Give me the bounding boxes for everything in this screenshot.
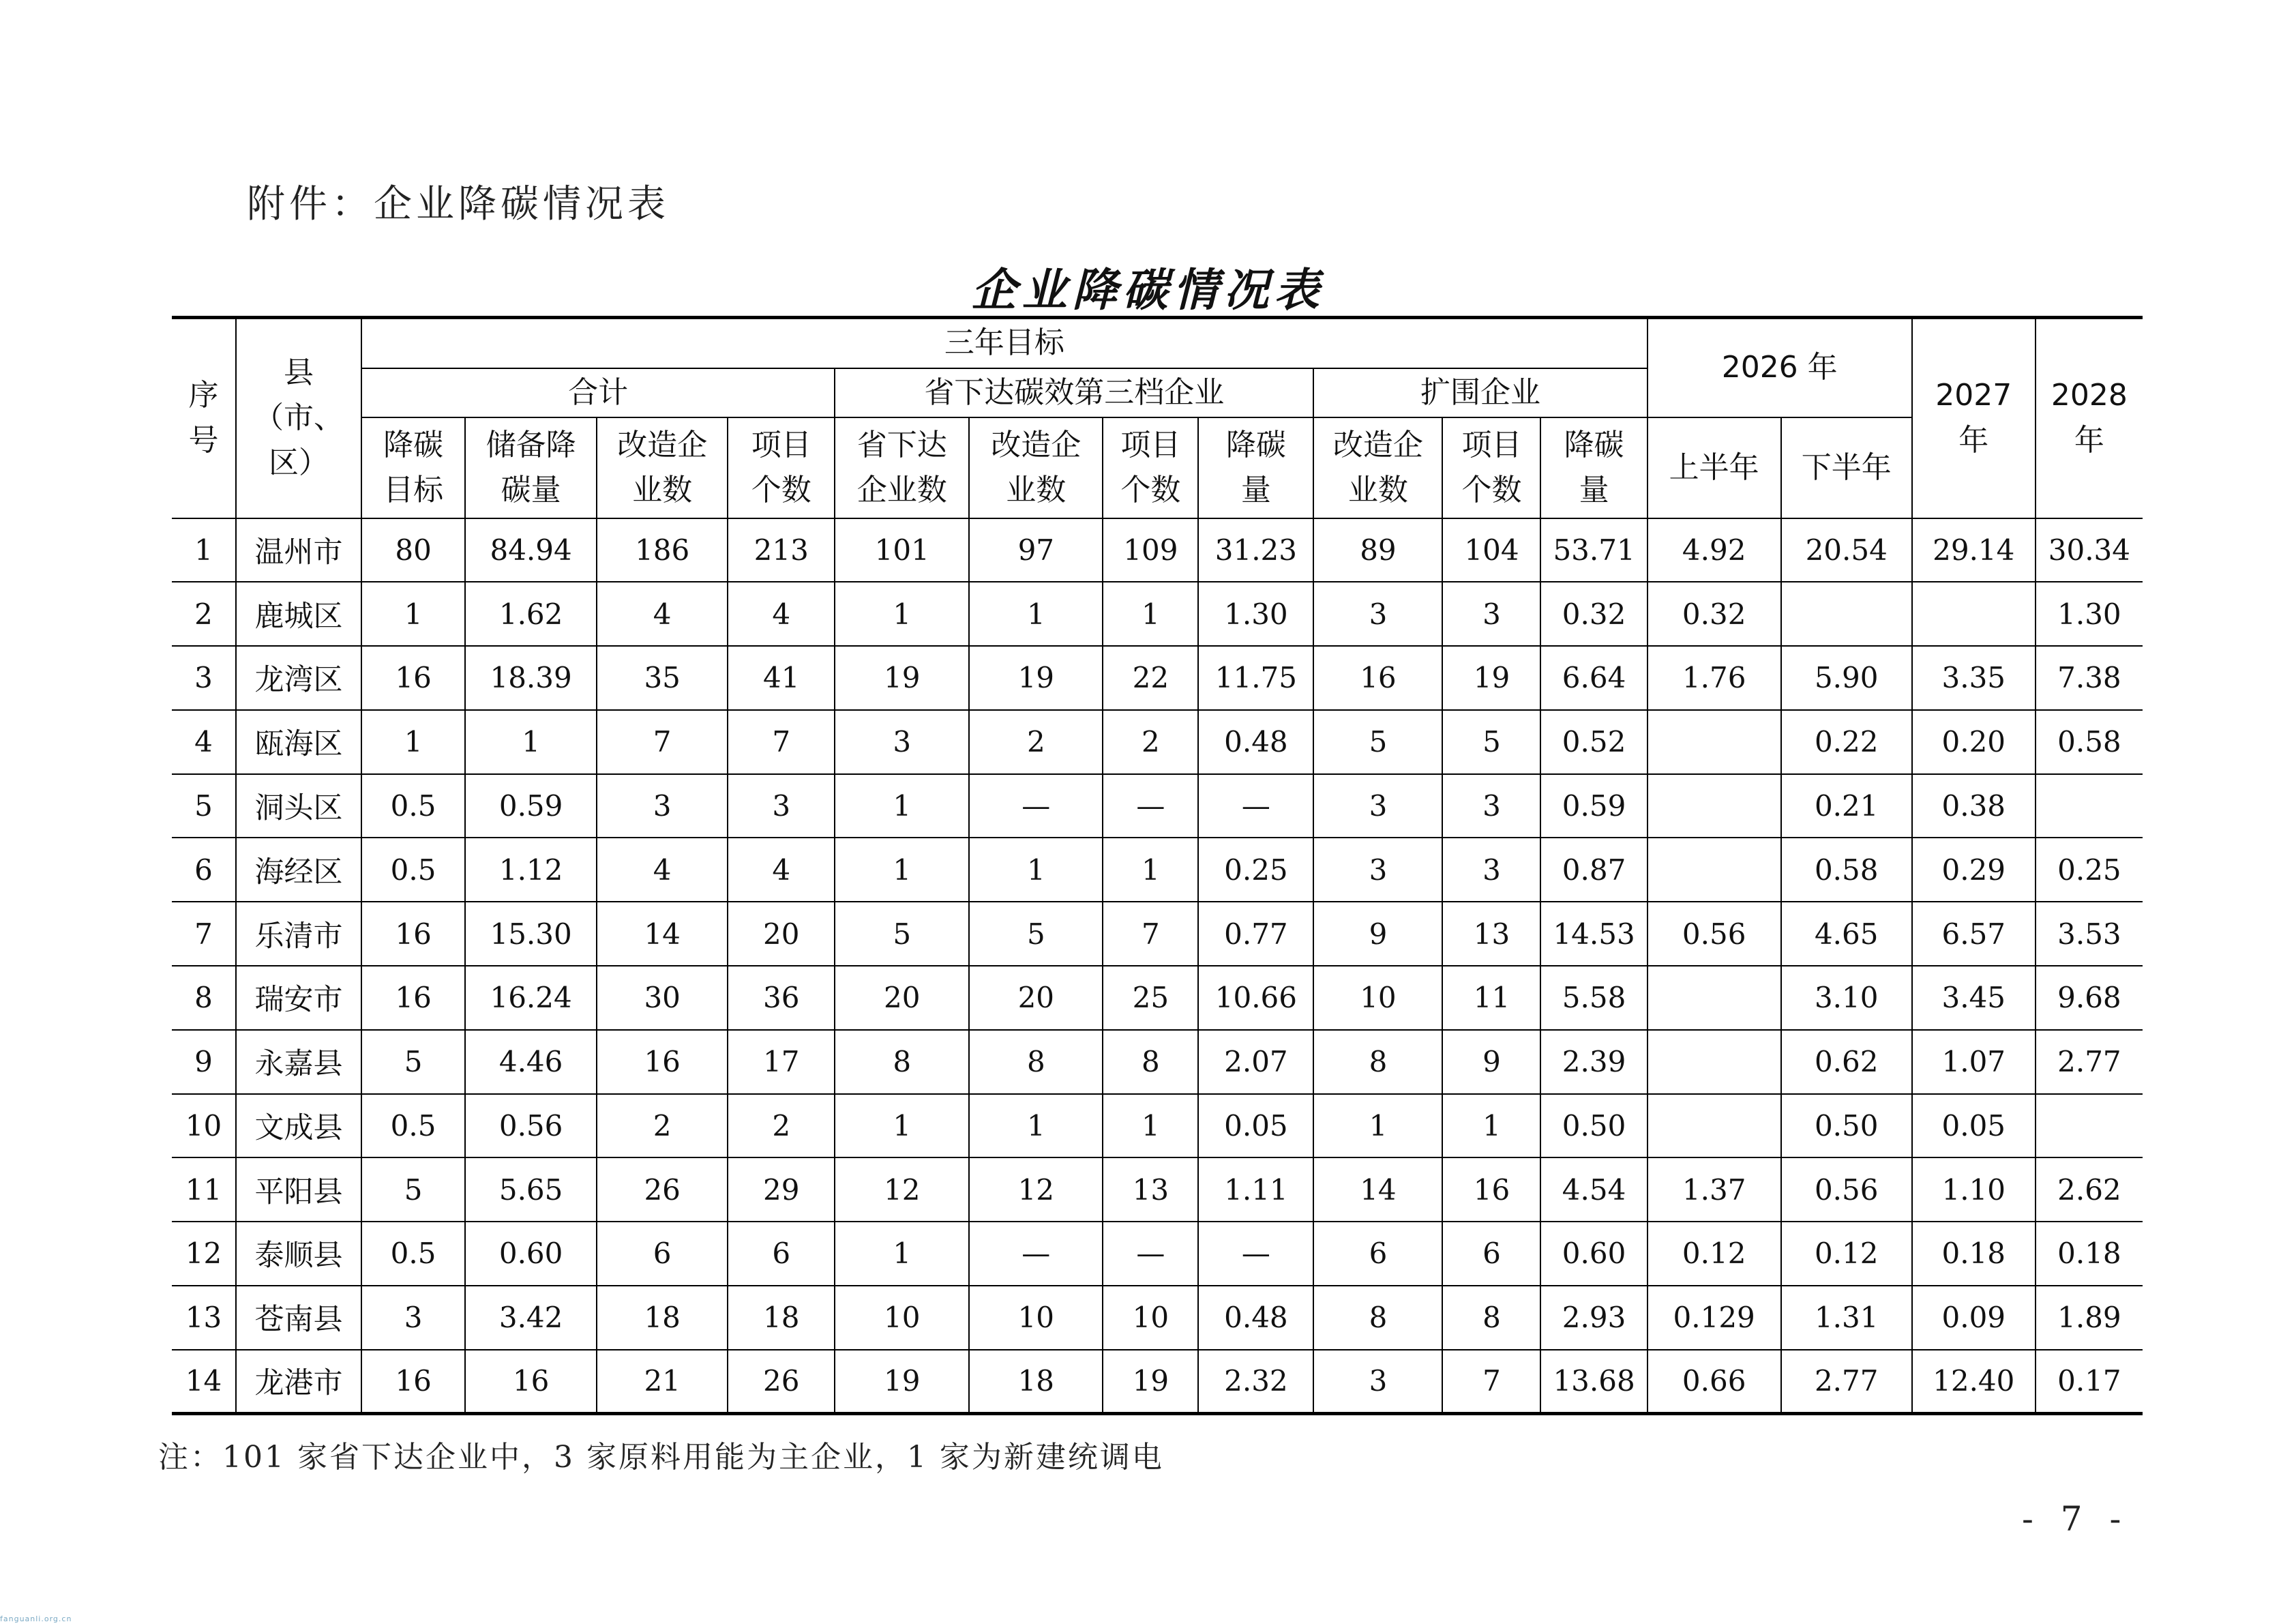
header-provincial-col: 项目个数 [1103, 417, 1198, 518]
table-cell: 3 [597, 774, 728, 838]
table-cell: 6.64 [1540, 646, 1647, 710]
table-cell: 1.89 [2036, 1286, 2143, 1350]
row-seq-cell: 7 [172, 902, 236, 966]
table-cell: 0.5 [361, 1094, 465, 1158]
header-provincial-col: 省下达企业数 [835, 417, 969, 518]
table-cell: 13.68 [1540, 1350, 1647, 1414]
table-row [172, 710, 2143, 774]
table-cell: 2.39 [1540, 1030, 1647, 1094]
attachment-label: 附件：企业降碳情况表 [247, 182, 670, 226]
table-cell: 1 [1442, 1094, 1540, 1158]
table-cell: 4 [597, 582, 728, 646]
table-cell: 11.75 [1198, 646, 1313, 710]
table-cell: 1.12 [465, 838, 597, 902]
table-cell: 2 [728, 1094, 835, 1158]
row-county-cell: 文成县 [236, 1094, 361, 1158]
table-cell: 1.07 [1912, 1030, 2036, 1094]
table-cell: 4.92 [1648, 518, 1781, 582]
table-cell: 0.05 [1912, 1094, 2036, 1158]
table-cell: 0.56 [465, 1094, 597, 1158]
page-number: - 7 - [2022, 1499, 2130, 1539]
table-cell: 26 [728, 1350, 835, 1414]
table-cell: 1.37 [1648, 1157, 1781, 1222]
table-cell: 0.5 [361, 774, 465, 838]
row-seq-cell: 13 [172, 1286, 236, 1350]
header-2028: 2028年 [2036, 318, 2143, 518]
table-cell: 5 [361, 1030, 465, 1094]
table-cell: — [969, 1222, 1103, 1286]
table-cell: 6 [728, 1222, 835, 1286]
table-cell: 29 [728, 1157, 835, 1222]
header-total-col: 降碳目标 [361, 417, 465, 518]
table-cell: 10 [835, 1286, 969, 1350]
table-cell: 15.30 [465, 902, 597, 966]
table-cell: 8 [1313, 1030, 1442, 1094]
table-cell: 5 [1313, 710, 1442, 774]
table-cell: — [1103, 1222, 1198, 1286]
row-county-cell: 乐清市 [236, 902, 361, 966]
table-cell: 4.46 [465, 1030, 597, 1094]
table-cell: 0.50 [1540, 1094, 1647, 1158]
table-cell: 7 [728, 710, 835, 774]
table-cell: 3.35 [1912, 646, 2036, 710]
table-cell: 10 [969, 1286, 1103, 1350]
row-county-cell: 龙港市 [236, 1350, 361, 1414]
table-cell: 1 [969, 1094, 1103, 1158]
header-total: 合计 [361, 368, 835, 417]
table-cell: 1 [835, 1222, 969, 1286]
table-cell: 1.76 [1648, 646, 1781, 710]
header-2026-h1: 上半年 [1648, 417, 1781, 518]
table-cell: 25 [1103, 966, 1198, 1030]
row-seq-cell: 11 [172, 1157, 236, 1222]
table-title: 企业降碳情况表 [971, 263, 1325, 316]
table-cell: 1.11 [1198, 1157, 1313, 1222]
table-cell: 84.94 [465, 518, 597, 582]
carbon-reduction-table [172, 316, 2143, 1415]
table-cell: 12 [969, 1157, 1103, 1222]
table-cell: 0.48 [1198, 1286, 1313, 1350]
table-cell [1648, 1094, 1781, 1158]
table-cell [1912, 582, 2036, 646]
table-cell: 0.25 [1198, 838, 1313, 902]
table-cell: 20 [835, 966, 969, 1030]
table-cell: 10.66 [1198, 966, 1313, 1030]
table-cell: 0.32 [1540, 582, 1647, 646]
table-cell: 0.21 [1781, 774, 1912, 838]
header-seq: 序号 [172, 318, 236, 518]
table-cell: 89 [1313, 518, 1442, 582]
row-seq-cell: 4 [172, 710, 236, 774]
table-cell: 80 [361, 518, 465, 582]
table-cell: 2.62 [2036, 1157, 2143, 1222]
table-cell: 14 [1313, 1157, 1442, 1222]
header-2026: 2026 年 [1648, 318, 1912, 417]
table-cell: 3.53 [2036, 902, 2143, 966]
table-row [172, 582, 2143, 646]
table-cell: 19 [1442, 646, 1540, 710]
row-seq-cell: 10 [172, 1094, 236, 1158]
table-cell: 6 [1442, 1222, 1540, 1286]
table-cell [2036, 774, 2143, 838]
table-cell: 5 [361, 1157, 465, 1222]
table-cell [1648, 966, 1781, 1030]
row-seq-cell: 8 [172, 966, 236, 1030]
table-cell: 2.77 [2036, 1030, 2143, 1094]
table-cell: 6.57 [1912, 902, 2036, 966]
table-cell: 0.60 [1540, 1222, 1647, 1286]
table-cell: 109 [1103, 518, 1198, 582]
table-cell: 30.34 [2036, 518, 2143, 582]
table-cell: 0.18 [2036, 1222, 2143, 1286]
table-cell: 0.32 [1648, 582, 1781, 646]
table-cell: 7 [1442, 1350, 1540, 1414]
table-cell: 5.90 [1781, 646, 1912, 710]
table-cell: 0.77 [1198, 902, 1313, 966]
table-cell: 18 [969, 1350, 1103, 1414]
table-cell: 5.58 [1540, 966, 1647, 1030]
table-cell: 2.93 [1540, 1286, 1647, 1350]
table-cell: 0.58 [2036, 710, 2143, 774]
table-cell: 3 [1442, 838, 1540, 902]
table-cell: 0.52 [1540, 710, 1647, 774]
row-county-cell: 温州市 [236, 518, 361, 582]
table-cell: 8 [835, 1030, 969, 1094]
table-cell: 1 [361, 582, 465, 646]
table-cell: 3 [1442, 774, 1540, 838]
table-cell: 4 [728, 582, 835, 646]
table-cell: 0.59 [1540, 774, 1647, 838]
table-cell: 16 [465, 1350, 597, 1414]
table-cell: 18 [597, 1286, 728, 1350]
table-cell: 7 [597, 710, 728, 774]
table-cell: 16 [361, 966, 465, 1030]
table-cell: 8 [1313, 1286, 1442, 1350]
table-cell: 11 [1442, 966, 1540, 1030]
header-provincial-col: 改造企业数 [969, 417, 1103, 518]
table-cell: 53.71 [1540, 518, 1647, 582]
table-cell: 3.45 [1912, 966, 2036, 1030]
table-cell: 0.129 [1648, 1286, 1781, 1350]
table-row [172, 1094, 2143, 1158]
row-county-cell: 海经区 [236, 838, 361, 902]
table-cell: 0.22 [1781, 710, 1912, 774]
table-cell: 1 [835, 582, 969, 646]
table-cell: — [1198, 1222, 1313, 1286]
table-cell: 1.30 [1198, 582, 1313, 646]
table-row [172, 1157, 2143, 1222]
header-2026-h2: 下半年 [1781, 417, 1912, 518]
table-cell: 0.5 [361, 838, 465, 902]
table-cell: 0.66 [1648, 1350, 1781, 1414]
header-2027: 2027年 [1912, 318, 2036, 518]
row-county-cell: 瓯海区 [236, 710, 361, 774]
table-cell: — [969, 774, 1103, 838]
header-total-col: 储备降碳量 [465, 417, 597, 518]
table-cell: 10 [1313, 966, 1442, 1030]
table-cell: 14.53 [1540, 902, 1647, 966]
table-cell: 16 [1313, 646, 1442, 710]
table-cell [2036, 1094, 2143, 1158]
table-cell: 0.62 [1781, 1030, 1912, 1094]
table-cell: 4 [597, 838, 728, 902]
table-cell: 20 [728, 902, 835, 966]
row-seq-cell: 5 [172, 774, 236, 838]
table-cell: 2 [597, 1094, 728, 1158]
table-cell: 18.39 [465, 646, 597, 710]
table-cell: 12.40 [1912, 1350, 2036, 1414]
table-cell: 1 [1313, 1094, 1442, 1158]
table-cell: 19 [969, 646, 1103, 710]
table-cell: 1 [1103, 1094, 1198, 1158]
header-expanded: 扩围企业 [1313, 368, 1647, 417]
table-cell: 0.20 [1912, 710, 2036, 774]
table-cell: 3.42 [465, 1286, 597, 1350]
row-county-cell: 瑞安市 [236, 966, 361, 1030]
table-cell: 10 [1103, 1286, 1198, 1350]
table-cell: 3 [1313, 774, 1442, 838]
header-total-col: 改造企业数 [597, 417, 728, 518]
table-row [172, 1030, 2143, 1094]
header-expanded-col: 改造企业数 [1313, 417, 1442, 518]
table-cell: 97 [969, 518, 1103, 582]
row-seq-cell: 14 [172, 1350, 236, 1414]
row-county-cell: 永嘉县 [236, 1030, 361, 1094]
table-cell: 0.17 [2036, 1350, 2143, 1414]
table-cell: 1.62 [465, 582, 597, 646]
row-seq-cell: 1 [172, 518, 236, 582]
table-cell: 19 [835, 1350, 969, 1414]
table-row [172, 774, 2143, 838]
table-cell: 16 [597, 1030, 728, 1094]
table-body [172, 518, 2143, 1414]
table-cell: 20 [969, 966, 1103, 1030]
table-cell: 5 [835, 902, 969, 966]
table-cell: 213 [728, 518, 835, 582]
row-seq-cell: 12 [172, 1222, 236, 1286]
table-row [172, 1286, 2143, 1350]
table-cell: 21 [597, 1350, 728, 1414]
table-cell: 35 [597, 646, 728, 710]
table-cell: 4.54 [1540, 1157, 1647, 1222]
table-cell: 3 [1442, 582, 1540, 646]
table-cell: 7.38 [2036, 646, 2143, 710]
table-row [172, 966, 2143, 1030]
table-cell: 0.56 [1648, 902, 1781, 966]
table-cell: 0.58 [1781, 838, 1912, 902]
table-cell: 3.10 [1781, 966, 1912, 1030]
table-cell: 9.68 [2036, 966, 2143, 1030]
table-cell: 17 [728, 1030, 835, 1094]
table-cell: 0.48 [1198, 710, 1313, 774]
table-cell: 6 [597, 1222, 728, 1286]
table-cell [1648, 710, 1781, 774]
table-cell: 1 [1103, 582, 1198, 646]
table-cell: 16 [361, 902, 465, 966]
table-cell: 30 [597, 966, 728, 1030]
table-row [172, 518, 2143, 582]
row-county-cell: 平阳县 [236, 1157, 361, 1222]
table-cell: 2.07 [1198, 1030, 1313, 1094]
table-cell: 1.31 [1781, 1286, 1912, 1350]
table-cell: 1 [465, 710, 597, 774]
table-row [172, 902, 2143, 966]
table-cell [1648, 838, 1781, 902]
header-expanded-col: 降碳量 [1540, 417, 1647, 518]
table-cell: 104 [1442, 518, 1540, 582]
table-cell: 41 [728, 646, 835, 710]
row-county-cell: 龙湾区 [236, 646, 361, 710]
table-cell: 18 [728, 1286, 835, 1350]
table-cell: 19 [835, 646, 969, 710]
row-seq-cell: 9 [172, 1030, 236, 1094]
table-cell: 1 [1103, 838, 1198, 902]
table-cell: 6 [1313, 1222, 1442, 1286]
table-cell: 3 [1313, 1350, 1442, 1414]
table-cell: 1 [835, 1094, 969, 1158]
table-cell: 16.24 [465, 966, 597, 1030]
table-cell: 0.09 [1912, 1286, 2036, 1350]
table-cell: 101 [835, 518, 969, 582]
table-cell: 7 [1103, 902, 1198, 966]
table-cell: 3 [1313, 838, 1442, 902]
table-cell: 5.65 [465, 1157, 597, 1222]
table-cell: 5 [1442, 710, 1540, 774]
table-cell: 8 [1103, 1030, 1198, 1094]
table-cell: 3 [728, 774, 835, 838]
table-cell: 16 [361, 646, 465, 710]
table-cell: 0.05 [1198, 1094, 1313, 1158]
table-cell: 9 [1313, 902, 1442, 966]
table-cell: 12 [835, 1157, 969, 1222]
row-seq-cell: 6 [172, 838, 236, 902]
table-cell: 20.54 [1781, 518, 1912, 582]
table-cell: 1 [969, 838, 1103, 902]
table-cell: 8 [969, 1030, 1103, 1094]
table-cell: 2.77 [1781, 1350, 1912, 1414]
table-cell: 4.65 [1781, 902, 1912, 966]
table-cell: 31.23 [1198, 518, 1313, 582]
table-cell: 14 [597, 902, 728, 966]
table-cell: 0.87 [1540, 838, 1647, 902]
table-cell: 3 [361, 1286, 465, 1350]
row-seq-cell: 2 [172, 582, 236, 646]
header-three-year: 三年目标 [361, 318, 1648, 368]
table-cell: 36 [728, 966, 835, 1030]
table-cell: 1.30 [2036, 582, 2143, 646]
table-cell: 9 [1442, 1030, 1540, 1094]
header-provincial-col: 降碳量 [1198, 417, 1313, 518]
table-cell: 0.60 [465, 1222, 597, 1286]
table-cell: 4 [728, 838, 835, 902]
table-cell: 0.29 [1912, 838, 2036, 902]
table-cell: — [1198, 774, 1313, 838]
table-row [172, 838, 2143, 902]
table-cell: 0.50 [1781, 1094, 1912, 1158]
row-county-cell: 鹿城区 [236, 582, 361, 646]
table-cell: 29.14 [1912, 518, 2036, 582]
table-row [172, 1350, 2143, 1414]
table-cell: 8 [1442, 1286, 1540, 1350]
table-row [172, 646, 2143, 710]
table-cell: 3 [1313, 582, 1442, 646]
table-cell: 16 [361, 1350, 465, 1414]
table-cell: 13 [1442, 902, 1540, 966]
table-cell: 2 [1103, 710, 1198, 774]
table-cell: 1 [969, 582, 1103, 646]
table-row [172, 1222, 2143, 1286]
table-cell: 1 [361, 710, 465, 774]
table-cell: 26 [597, 1157, 728, 1222]
table-cell: — [1103, 774, 1198, 838]
row-county-cell: 洞头区 [236, 774, 361, 838]
watermark: fanguanli.org.cn [0, 1614, 72, 1623]
header-provincial: 省下达碳效第三档企业 [835, 368, 1313, 417]
table-cell: 0.18 [1912, 1222, 2036, 1286]
table-cell: 0.59 [465, 774, 597, 838]
table-cell: 0.12 [1648, 1222, 1781, 1286]
header-total-col: 项目个数 [728, 417, 835, 518]
table-cell: 16 [1442, 1157, 1540, 1222]
table-cell: 19 [1103, 1350, 1198, 1414]
table-cell: 0.5 [361, 1222, 465, 1286]
table-cell: 2 [969, 710, 1103, 774]
row-county-cell: 泰顺县 [236, 1222, 361, 1286]
table-cell: 3 [835, 710, 969, 774]
footnote: 注：101 家省下达企业中，3 家原料用能为主企业，1 家为新建统调电 [158, 1440, 1164, 1475]
table-cell: 0.12 [1781, 1222, 1912, 1286]
table-cell [1781, 582, 1912, 646]
table-cell: 13 [1103, 1157, 1198, 1222]
table-cell: 1.10 [1912, 1157, 2036, 1222]
header-expanded-col: 项目个数 [1442, 417, 1540, 518]
table-cell: 0.56 [1781, 1157, 1912, 1222]
table-cell: 186 [597, 518, 728, 582]
table-cell: 1 [835, 774, 969, 838]
header-county: 县（市、区） [236, 318, 361, 518]
table-cell [1648, 774, 1781, 838]
table-cell: 0.25 [2036, 838, 2143, 902]
table-cell: 1 [835, 838, 969, 902]
table-cell: 5 [969, 902, 1103, 966]
row-county-cell: 苍南县 [236, 1286, 361, 1350]
table-cell [1648, 1030, 1781, 1094]
table-cell: 0.38 [1912, 774, 2036, 838]
table-cell: 22 [1103, 646, 1198, 710]
row-seq-cell: 3 [172, 646, 236, 710]
table-cell: 2.32 [1198, 1350, 1313, 1414]
